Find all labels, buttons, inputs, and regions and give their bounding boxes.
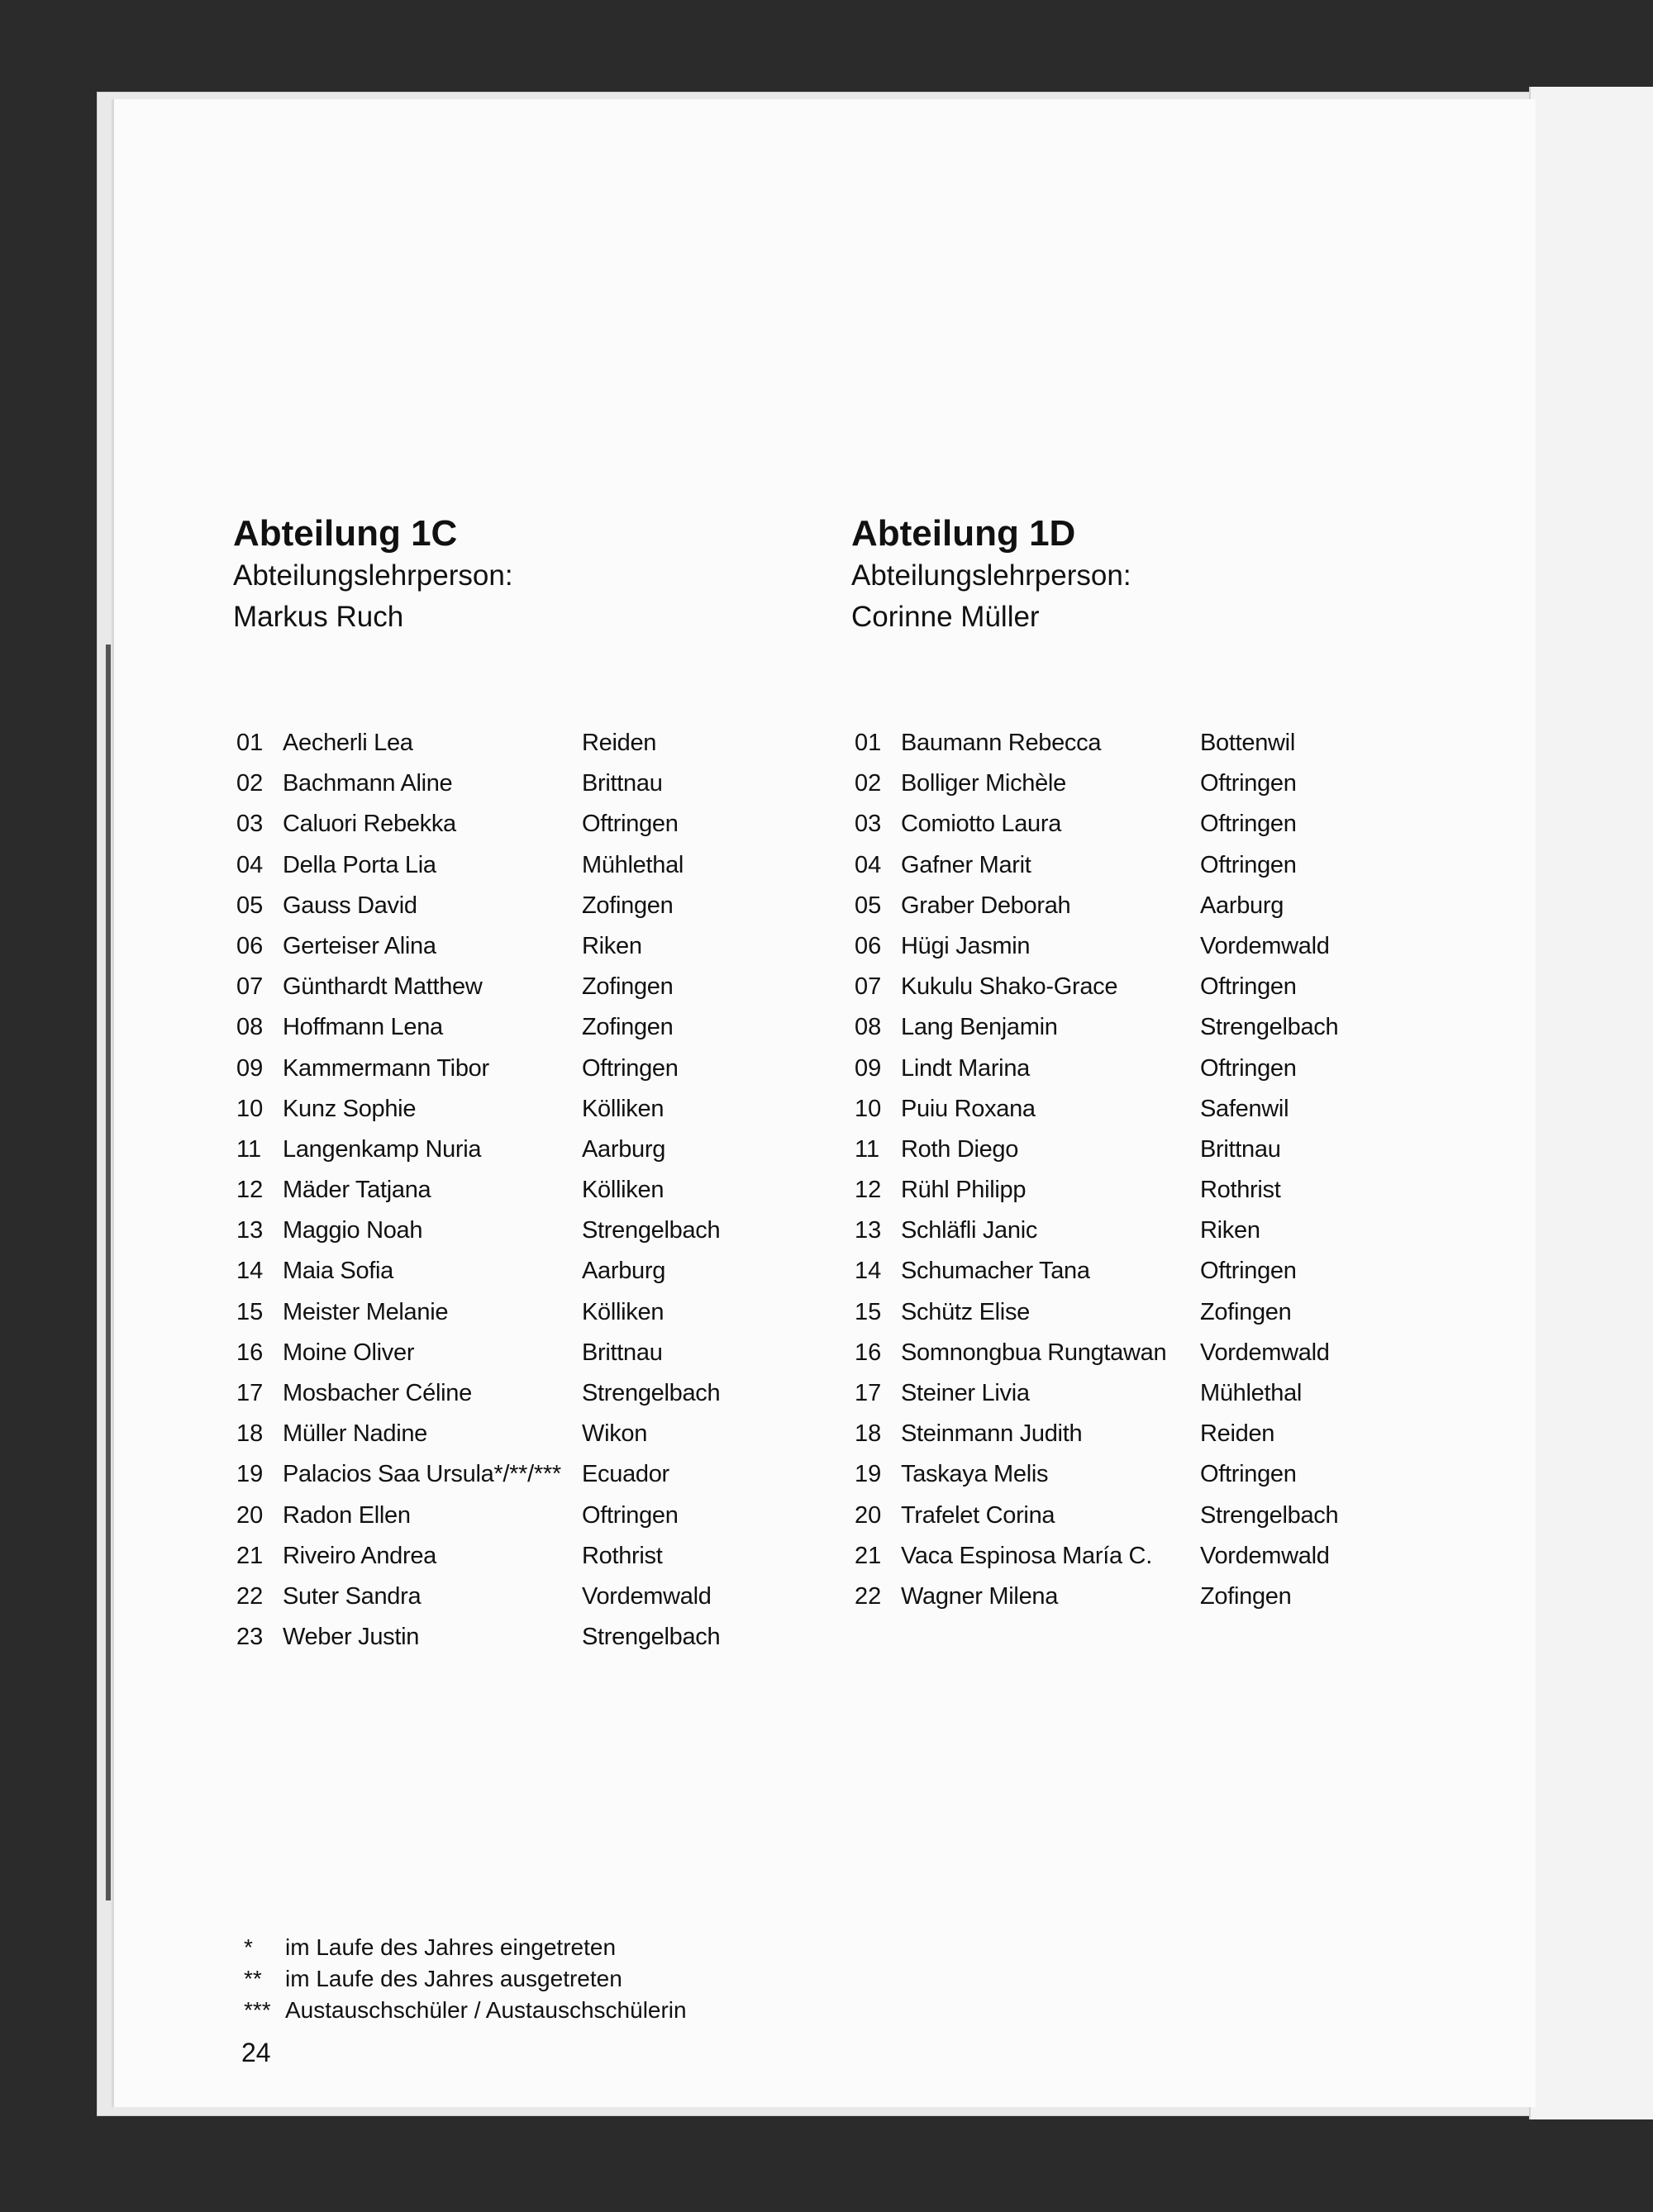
student-row <box>236 845 765 886</box>
student-row <box>236 1496 765 1536</box>
student-row <box>236 1130 765 1170</box>
student-number: 13 <box>855 1217 882 1244</box>
student-name: Rühl Philipp <box>901 1177 1027 1204</box>
footnote-mark: * <box>244 1934 253 1960</box>
section-abteilung-1d <box>851 512 1463 638</box>
student-hometown: Oftringen <box>1200 770 1297 797</box>
student-hometown: Strengelbach <box>582 1217 721 1244</box>
student-row <box>236 1007 765 1048</box>
student-hometown: Rothrist <box>582 1542 663 1569</box>
facing-page-edge <box>1529 87 1653 2119</box>
student-hometown: Vordemwald <box>582 1582 712 1610</box>
student-number: 14 <box>236 1258 264 1285</box>
student-hometown: Strengelbach <box>582 1624 721 1651</box>
student-number: 02 <box>855 770 882 797</box>
student-hometown: Aarburg <box>1200 892 1284 919</box>
student-hometown: Strengelbach <box>582 1380 721 1406</box>
student-name: Hügi Jasmin <box>901 932 1031 959</box>
student-number: 03 <box>855 811 882 838</box>
student-name: Kammermann Tibor <box>283 1054 489 1082</box>
student-hometown: Oftringen <box>1200 811 1297 838</box>
student-row <box>236 1414 765 1454</box>
student-hometown: Brittnau <box>1200 1135 1281 1163</box>
section-abteilung-1c <box>233 512 845 638</box>
student-name: Maia Sofia <box>283 1258 394 1285</box>
student-hometown: Rothrist <box>1200 1177 1281 1204</box>
student-list-1d <box>855 723 1433 1617</box>
student-number: 19 <box>236 1461 264 1488</box>
student-number: 08 <box>236 1014 264 1041</box>
student-name: Bachmann Aline <box>283 770 453 797</box>
student-name: Hoffmann Lena <box>283 1014 443 1041</box>
student-name: Steiner Livia <box>901 1380 1030 1406</box>
student-name: Caluori Rebekka <box>283 811 456 838</box>
student-name: Suter Sandra <box>283 1582 422 1610</box>
student-name: Trafelet Corina <box>901 1501 1055 1529</box>
student-hometown: Aarburg <box>582 1258 666 1285</box>
student-name: Maggio Noah <box>283 1217 423 1244</box>
student-row <box>236 1251 765 1292</box>
student-hometown: Safenwil <box>1200 1095 1289 1122</box>
student-row <box>236 1373 765 1414</box>
student-name: Lindt Marina <box>901 1054 1030 1082</box>
student-number: 17 <box>236 1380 264 1406</box>
student-hometown: Mühlethal <box>582 851 684 878</box>
student-row <box>855 1333 1433 1373</box>
student-number: 10 <box>855 1095 882 1122</box>
footnote-text: im Laufe des Jahres eingetreten <box>285 1934 617 1960</box>
student-row <box>236 1089 765 1130</box>
student-number: 13 <box>236 1217 264 1244</box>
student-name: Somnongbua Rungtawan <box>901 1339 1167 1366</box>
student-row <box>855 886 1433 926</box>
student-number: 06 <box>855 932 882 959</box>
student-number: 23 <box>236 1624 264 1651</box>
student-hometown: Riken <box>582 932 642 959</box>
student-row <box>855 1292 1433 1333</box>
student-row <box>236 1211 765 1251</box>
student-name: Riveiro Andrea <box>283 1542 437 1569</box>
student-hometown: Reiden <box>582 730 657 756</box>
student-name: Gerteiser Alina <box>283 932 436 959</box>
student-row <box>855 1089 1433 1130</box>
student-row <box>236 1577 765 1617</box>
student-name: Moine Oliver <box>283 1339 415 1366</box>
student-row <box>236 1536 765 1577</box>
student-number: 17 <box>855 1380 882 1406</box>
student-row <box>855 1454 1433 1495</box>
student-name: Schumacher Tana <box>901 1258 1090 1285</box>
student-hometown: Brittnau <box>582 1339 663 1366</box>
student-hometown: Oftringen <box>1200 1054 1297 1082</box>
student-number: 10 <box>236 1095 264 1122</box>
student-row <box>236 1049 765 1089</box>
student-number: 16 <box>855 1339 882 1366</box>
student-name: Vaca Espinosa María C. <box>901 1542 1152 1569</box>
student-number: 18 <box>236 1420 264 1448</box>
student-hometown: Aarburg <box>582 1135 666 1163</box>
student-number: 14 <box>855 1258 882 1285</box>
student-name: Radon Ellen <box>283 1501 411 1529</box>
student-row <box>855 1577 1433 1617</box>
student-row <box>855 1007 1433 1048</box>
student-number: 12 <box>855 1177 882 1204</box>
student-number: 06 <box>236 932 264 959</box>
student-hometown: Oftringen <box>582 1054 679 1082</box>
student-hometown: Reiden <box>1200 1420 1275 1448</box>
student-row <box>855 1049 1433 1089</box>
student-hometown: Kölliken <box>582 1177 665 1204</box>
student-row <box>236 967 765 1007</box>
student-hometown: Ecuador <box>582 1461 669 1488</box>
student-name: Wagner Milena <box>901 1582 1059 1610</box>
student-name: Baumann Rebecca <box>901 730 1102 756</box>
section-title: Abteilung 1D <box>851 513 1076 554</box>
student-name: Langenkamp Nuria <box>283 1135 482 1163</box>
student-hometown: Strengelbach <box>1200 1014 1339 1041</box>
page-binding <box>106 645 111 1900</box>
student-number: 04 <box>855 851 882 878</box>
student-hometown: Riken <box>1200 1217 1260 1244</box>
teacher-name: Markus Ruch <box>233 601 404 633</box>
student-row <box>236 926 765 967</box>
student-row <box>236 886 765 926</box>
student-number: 12 <box>236 1177 264 1204</box>
student-row <box>236 763 765 804</box>
student-number: 15 <box>855 1298 882 1325</box>
student-name: Comiotto Laura <box>901 811 1062 838</box>
student-number: 05 <box>236 892 264 919</box>
student-name: Palacios Saa Ursula*/**/*** <box>283 1461 561 1488</box>
student-row <box>855 763 1433 804</box>
student-hometown: Zofingen <box>582 892 674 919</box>
student-name: Schläfli Janic <box>901 1217 1038 1244</box>
student-row <box>236 1617 765 1658</box>
student-name: Schütz Elise <box>901 1298 1030 1325</box>
student-name: Graber Deborah <box>901 892 1071 919</box>
teacher-role-label: Abteilungslehrperson: <box>851 559 1131 592</box>
student-number: 11 <box>855 1135 880 1163</box>
student-name: Bolliger Michèle <box>901 770 1066 797</box>
student-number: 21 <box>236 1542 264 1569</box>
student-row <box>855 1414 1433 1454</box>
student-hometown: Brittnau <box>582 770 663 797</box>
student-row <box>855 1251 1433 1292</box>
student-number: 02 <box>236 770 264 797</box>
teacher-name: Corinne Müller <box>851 601 1040 633</box>
student-hometown: Bottenwil <box>1200 730 1295 756</box>
student-hometown: Strengelbach <box>1200 1501 1339 1529</box>
student-number: 18 <box>855 1420 882 1448</box>
student-name: Puiu Roxana <box>901 1095 1036 1122</box>
student-row <box>855 1536 1433 1577</box>
student-row <box>855 967 1433 1007</box>
student-row <box>855 1211 1433 1251</box>
student-number: 11 <box>236 1135 262 1163</box>
student-hometown: Vordemwald <box>1200 1542 1330 1569</box>
student-hometown: Vordemwald <box>1200 1339 1330 1366</box>
student-row <box>855 1496 1433 1536</box>
student-number: 01 <box>236 730 264 756</box>
student-number: 07 <box>236 973 264 1001</box>
student-number: 22 <box>236 1582 264 1610</box>
student-row <box>236 1170 765 1211</box>
student-hometown: Wikon <box>582 1420 648 1448</box>
student-hometown: Oftringen <box>582 1501 679 1529</box>
student-hometown: Oftringen <box>1200 1461 1297 1488</box>
student-number: 20 <box>236 1501 264 1529</box>
student-name: Weber Justin <box>283 1624 420 1651</box>
student-row <box>855 926 1433 967</box>
student-row <box>236 1333 765 1373</box>
student-name: Lang Benjamin <box>901 1014 1058 1041</box>
student-list-1c <box>236 723 765 1658</box>
student-hometown: Zofingen <box>582 973 674 1001</box>
student-hometown: Kölliken <box>582 1298 665 1325</box>
teacher-role-label: Abteilungslehrperson: <box>233 559 513 592</box>
student-name: Mäder Tatjana <box>283 1177 431 1204</box>
student-number: 21 <box>855 1542 882 1569</box>
footnote-mark: *** <box>244 1997 271 2023</box>
student-number: 05 <box>855 892 882 919</box>
student-name: Roth Diego <box>901 1135 1019 1163</box>
student-name: Günthardt Matthew <box>283 973 483 1001</box>
student-name: Kukulu Shako-Grace <box>901 973 1118 1001</box>
student-row <box>855 1130 1433 1170</box>
footnote-text: im Laufe des Jahres ausgetreten <box>285 1966 622 1991</box>
student-hometown: Vordemwald <box>1200 932 1330 959</box>
student-number: 15 <box>236 1298 264 1325</box>
student-name: Gauss David <box>283 892 417 919</box>
student-name: Steinmann Judith <box>901 1420 1083 1448</box>
student-row <box>855 1373 1433 1414</box>
student-name: Gafner Marit <box>901 851 1031 878</box>
student-number: 20 <box>855 1501 882 1529</box>
student-hometown: Oftringen <box>582 811 679 838</box>
student-number: 16 <box>236 1339 264 1366</box>
student-hometown: Zofingen <box>1200 1582 1292 1610</box>
student-hometown: Oftringen <box>1200 851 1297 878</box>
student-row <box>855 845 1433 886</box>
student-name: Aecherli Lea <box>283 730 413 756</box>
student-row <box>236 804 765 844</box>
student-name: Della Porta Lia <box>283 851 436 878</box>
student-name: Taskaya Melis <box>901 1461 1049 1488</box>
student-name: Mosbacher Céline <box>283 1380 472 1406</box>
student-number: 09 <box>855 1054 882 1082</box>
student-hometown: Mühlethal <box>1200 1380 1303 1406</box>
student-number: 04 <box>236 851 264 878</box>
footnote-mark: ** <box>244 1966 262 1991</box>
student-row <box>236 1292 765 1333</box>
student-name: Kunz Sophie <box>283 1095 417 1122</box>
student-hometown: Zofingen <box>1200 1298 1292 1325</box>
student-name: Müller Nadine <box>283 1420 428 1448</box>
student-name: Meister Melanie <box>283 1298 449 1325</box>
student-hometown: Oftringen <box>1200 973 1297 1001</box>
footnote-text: Austauschschüler / Austauschschülerin <box>285 1997 687 2023</box>
student-number: 03 <box>236 811 264 838</box>
student-number: 09 <box>236 1054 264 1082</box>
student-hometown: Zofingen <box>582 1014 674 1041</box>
student-number: 22 <box>855 1582 882 1610</box>
section-title: Abteilung 1C <box>233 513 458 554</box>
student-row <box>855 723 1433 763</box>
student-hometown: Oftringen <box>1200 1258 1297 1285</box>
student-row <box>236 723 765 763</box>
student-number: 01 <box>855 730 882 756</box>
student-row <box>236 1454 765 1495</box>
student-number: 08 <box>855 1014 882 1041</box>
student-number: 19 <box>855 1461 882 1488</box>
student-row <box>855 1170 1433 1211</box>
student-row <box>855 804 1433 844</box>
page-number: 24 <box>241 2038 271 2067</box>
student-number: 07 <box>855 973 882 1001</box>
student-hometown: Kölliken <box>582 1095 665 1122</box>
